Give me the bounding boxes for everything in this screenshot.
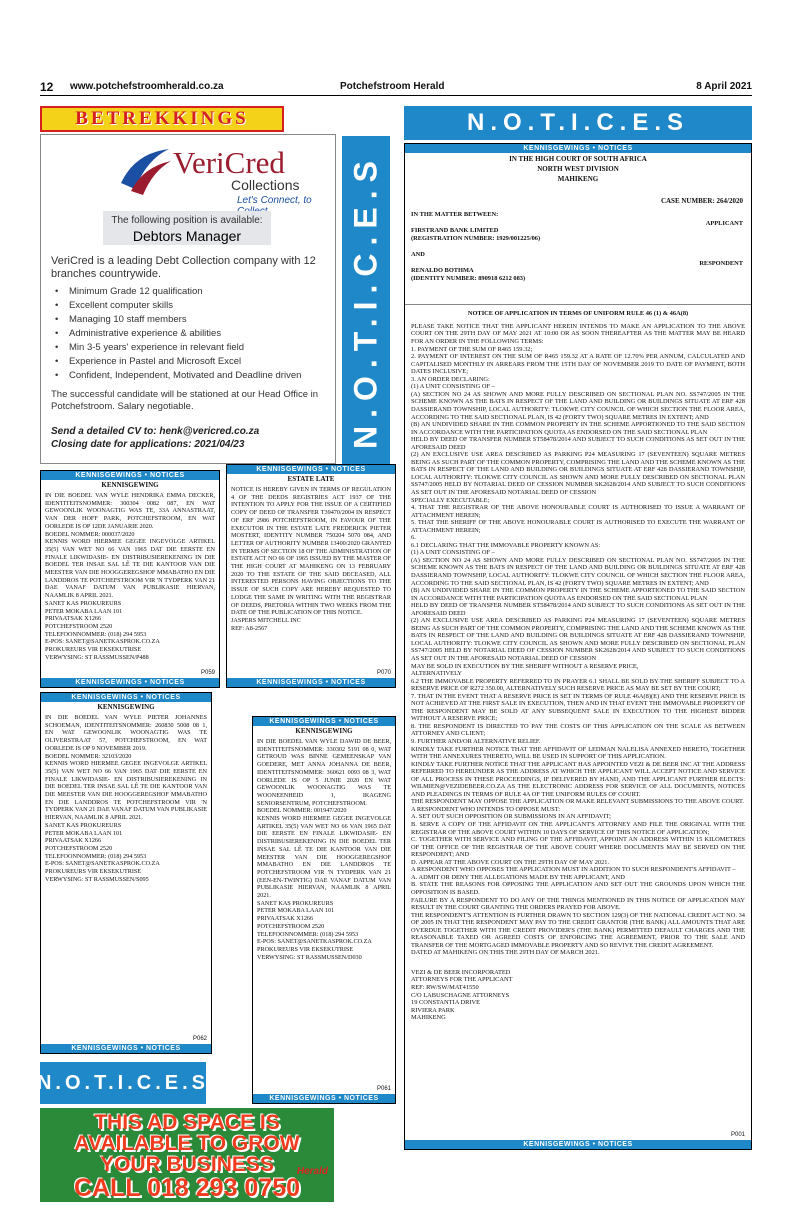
ad-line-2: AVAILABLE TO GROW [74, 1132, 300, 1155]
court-division: NORTH WEST DIVISION [537, 165, 619, 173]
applicant-block [405, 220, 751, 250]
court-name: IN THE HIGH COURT OF SOUTH AFRICA [509, 155, 647, 163]
betrekkings-banner: BETREKKINGS [40, 106, 284, 132]
vericred-job-ad [40, 134, 336, 464]
respondent-role: RESPONDENT [699, 259, 743, 267]
position-intro: The following position is available: [111, 215, 263, 226]
notice-strip: KENNISGEWINGS • NOTICES [227, 678, 395, 687]
notice-ref: P070 [376, 670, 391, 676]
notice-body: IN DIE BOEDEL VAN WYLE HENDRIKA EMMA DECKER, IDENTITEITSNOMMER: 300304 0082 087, EN WAT GEWOONLIK WOONAGTIG WAS TE, 33A ANNASTRAAT, VAN DER HOFF PARK, POTCHEFSTROOM, EN WAT OORLEDE IS OP 12DE JANUARIE 2020. BOEDEL NOMMER: 000037/2020 KENNIS WORD HIERMEE GEGEE INGEVOLGE ARTIKEL 35(5) VAN WET NO 66 VAN 1965 DAT DIE EERSTE EN FINALE LIKWIDASIE- EN DISTRIBUSIEREKENING IN DIE BOEDEL TER INSAE SAL LÊ TE DIE KANTOOR VAN DIE MEESTER VAN DIE HOOGGEREGSHOF MMABATHO EN DIE LANDDROS TE POTCHEFSTROOM VIR 'N TYDPERK VAN 21 DAE VANAF DATUM VAN PUBLIKASIE HIERVAN, NAAMLIK 8 APRIL 2021. SANET KAS PROKUREURS PETER MOKABA LAAN 101 PRIVAATSAK X1266 POTCHEFSTROOM 2520 TELEFOONNOMMER: (018) 294 5953 E-POS: SANET@SANETKASPROK.CO.ZA PROKUREURS VIR EKSEKUTRISE VERWYSING: ST RASSMUSSEN/P488 [45, 492, 215, 661]
list-item: • Administrative experience & abilities [55, 327, 325, 341]
notice-strip: KENNISGEWINGS • NOTICES [253, 1094, 395, 1103]
list-item: • Excellent computer skills [55, 299, 325, 313]
page-header [40, 80, 752, 96]
notice-ref: P001 [730, 1132, 745, 1138]
ad-line-3: YOUR BUSINESS [100, 1153, 274, 1176]
page-number: 12 [40, 80, 54, 94]
herald-logo: Herald [296, 1166, 328, 1177]
notice-body: IN DIE BOEDEL VAN WYLE DAWID DE BEER, IDENTITEITSNOMMER: 330302 5191 08 0, WAT GETROUD WAS BINNE GEMEENSKAP VAN GOEDERE, MET ANNA JOHANNA DE BEER, IDENTITEITSNOMMER: 360621 0093 08 3, WAT OORLEDE IS OP 5 JUNIE 2020 EN WAT GEWOONLIK WOONAGTIG WAS TE WOONEENHEID 1, IKAGENG SENIORSENTRUM, POTCHEFSTROOM. BOEDEL NOMMER: 001947/2020 KENNIS WORD HIERMEE GEGEE INGEVOLGE ARTIKEL 35(5) VAN WET NO 66 VAN 1965 DAT DIE EERSTE EN FINALE LIKWIDASIE- EN DISTRIBUSIEREKENING IN DIE BOEDEL TER INSAE SAL LÊ TE DIE KANTOOR VAN DIE MEESTER VAN DIE HOOGGEREGSHOF MMABATHO EN DIE LANDDROS TE POTCHEFSTROOM VIR 'N TYDPERK VAN 21 (EEN-EN-TWINTIG) DAE VANAF DATUM VAN PUBLIKASIE HIERVAN, NAAMLIK 8 APRIL 2021. SANET KAS PROKUREURS PETER MOKABA LAAN 101 PRIVAATSAK X1266 POTCHEFSTROOM 2520 TELEFOONNOMMER: (018) 294 5953 E-POS: SANET@SANETKASPROK.CO.ZA PROKUREURS VIR EKSEKUTRISE VERWYSING: ST RASSMUSSEN/D030 [257, 738, 391, 961]
notice-body: NOTICE IS HEREBY GIVEN IN TERMS OF REGULATION 4 OF THE DEEDS REGISTRIES ACT 1937 OF THE INTENTION TO APPLY FOR THE ISSUE OF A CERTIFIED COPY OF DEED OF TRANSFER T39470/2004 IN RESPECT OF ERF 2986 POTCHEFSTROOM, IN FAVOUR OF THE EXECUTOR IN THE ESTATE LATE FREDERICK PIETER MOSTERT, IDENTITY NUMBER 750204 5070 084, AND LETTER OF AUTHORITY NUMBER 13400/2020 GRANTED IN TERMS OF SECTION 18 OF THE ADMINISTRATION OF ESTATE ACT NO 66 OF 1965 ISSUED BY THE MASTER OF THE HIGH COURT AT MAHIKENG ON 13 FEBRUARY 2020 TO THE ESTATE OF THE SAID DECEASED, ALL INTERESTED PERSONS HAVING OBJECTIONS TO THE ISSUE OF SUCH COPY ARE HEREBY REQUESTED TO LODGE THE SAME IN WRITING WITH THE REGISTRAR OF DEEDS, PRETORIA WITHIN TWO WEEKS FROM THE DATE OF THE PUBLICATION OF THIS NOTICE. JASPERS MITCHELL INC REF: A8-2567 [231, 486, 391, 632]
court-place: MAHIKENG [557, 175, 599, 183]
notice-strip: KENNISGEWINGS • NOTICES [41, 1044, 211, 1053]
ad-space-banner[interactable] [40, 1108, 334, 1202]
send-cv-line[interactable]: Send a detailed CV to: henk@vericred.co.za [51, 426, 260, 437]
notice-title: KENNISGEWING [97, 703, 155, 711]
notice-heading: NOTICE OF APPLICATION IN TERMS OF UNIFORM RULE 46 (1) & 46A(8) [405, 304, 751, 317]
court-notice [404, 143, 752, 1150]
matter-between: IN THE MATTER BETWEEN: [411, 211, 499, 218]
vericred-name: VeriCred [173, 145, 285, 180]
case-number: CASE NUMBER: 264/2020 [660, 197, 743, 205]
closing-date: Closing date for applications: 2021/04/23 [51, 439, 245, 450]
vericred-swoosh-icon [113, 143, 175, 201]
vericred-logo [113, 143, 323, 206]
notice-ref: P059 [200, 670, 215, 676]
vericred-collections: Collections [231, 177, 300, 193]
list-item: • Minimum Grade 12 qualification [55, 285, 325, 299]
and-label: AND [411, 250, 425, 258]
notice-strip: KENNISGEWINGS • NOTICES [41, 678, 219, 687]
list-item: • Managing 10 staff members [55, 313, 325, 327]
requirements-list [55, 285, 325, 383]
applicant-role: APPLICANT [705, 219, 743, 227]
notice-strip: KENNISGEWINGS • NOTICES [405, 144, 751, 153]
notices-vertical-label: N.O.T.I.C.E.S [347, 152, 384, 450]
position-title: Debtors Manager [132, 228, 242, 244]
respondent-block [405, 260, 751, 290]
notice-body: IN DIE BOEDEL VAN WYLE PIETER JOHANNES SCHOEMAN, IDENTITEITSNOMMER: 260830 5008 08 1, EN WAT GEWOONLIK WOONAGTIG WAS TE OLIVERSTRAAT 57, POTCHEFSTROOM, EN WAT OORLEDE IS OP 9 NOVEMBER 2019. BOEDEL NOMMER: 32103/2020 KENNIS WORD HIERMEE GEGEE INGEVOLGE ARTIKEL 35(5) VAN WET NO 66 VAN 1965 DAT DIE EERSTE EN FINALE LIKWIDASIE- EN DISTRIBUSIEREKENING IN DIE BOEDEL TER INSAE SAL LÊ TE DIE KANTOOR VAN DIE MEESTER VAN DIE HOOGGEREGSHOF MMABATHO EN DIE LANDDROS TE POTCHEFSTROOM VIR 'N TYDPERK VAN 21 DAE VANAF DATUM VAN PUBLIKASIE HIERVAN, NAAMLIK 8 APRIL 2021. SANET KAS PROKUREURS PETER MOKABA LAAN 101 PRIVAATSAK X1266 POTCHEFSTROOM 2520 TELEFOONNOMMER: (018) 294 5953 E-POS: SANET@SANETKASPROK.CO.ZA PROKUREURS VIR EKSEKUTRISE VERWYSING: ST RASSMUSSEN/S095 [45, 714, 207, 883]
notice-decker [40, 470, 220, 688]
ad-phone[interactable]: CALL 018 293 0750 [73, 1174, 301, 1202]
notices-banner-top: N.O.T.I.C.E.S [404, 106, 752, 140]
website-link[interactable]: www.potchefstroomherald.co.za [70, 81, 224, 92]
notice-strip: KENNISGEWINGS • NOTICES [41, 693, 211, 702]
notice-strip: KENNISGEWINGS • NOTICES [227, 465, 395, 474]
list-item: • Experience in Pastel and Microsoft Excel [55, 355, 325, 369]
notices-banner-vertical [342, 136, 390, 466]
notice-de-beer [252, 716, 396, 1104]
ad-line-1: THIS AD SPACE IS [94, 1111, 280, 1134]
issue-date: 8 April 2021 [696, 81, 752, 92]
notice-ref: P061 [376, 1086, 391, 1092]
notice-strip: KENNISGEWINGS • NOTICES [41, 471, 219, 480]
notice-title: ESTATE LATE [287, 475, 335, 483]
company-intro: VeriCred is a leading Debt Collection company with 12 branches countrywide. [51, 255, 316, 280]
position-box [103, 211, 271, 245]
list-item: • Min 3-5 years' experience in relevant field [55, 341, 325, 355]
notice-mostert [226, 464, 396, 688]
notice-schoeman [40, 692, 212, 1054]
notice-body: PLEASE TAKE NOTICE THAT THE APPLICANT HEREIN INTENDS TO MAKE AN APPLICATION TO THE ABOVE COURT ON THE 29TH DAY OF MAY 2021 AT 10:00 OR AS SOON THEREAFTER AS THE MATTER MAY BE HEARD FOR AN ORDER IN THE FOLLOWING TERMS: 1. PAYMENT OF THE SUM OF R465 159.32; 2. PAYMENT OF INTEREST ON THE SUM OF R465 159.32 AT A RATE OF 12.70% PER ANNUM, CALCULATED AND CAPITALISED MONTHLY IN ARREARS FROM THE 15TH DAY OF NOVEMBER 2019 TO DATE OF PAYMENT, BOTH DATES INCLUSIVE; 3. AN ORDER DECLARING: (1) A UNIT CONSISTING OF – (A) SECTION NO 24 AS SHOWN AND MORE FULLY DESCRIBED ON SECTIONAL PLAN NO. SS747/2005 IN THE SCHEME KNOWN AS THE BATS IN RESPECT OF THE LAND AND BUILDING OR BUILDINGS SITUATE AT ERF 428 DASSIERAND TOWNSHIP, LOCAL AUTHORITY: TLOKWE CITY COUNCIL OF WHICH SECTION THE FLOOR AREA, ACCORDING TO THE SAID SECTIONAL PLAN, IS 42 (FORTY TWO) SQUARE METRES IN EXTENT; AND (B) AN UNDIVIDED SHARE IN THE COMMON PROPERTY IN THE SCHEME APPORTIONED TO THE SAID SECTION IN ACCORDANCE WITH THE PARTICIPATION QUOTA AS ENDORSED ON THE SAID SECTIONAL PLAN HELD BY DEED OF TRANSFER NUMBER ST58478/2014 AND SUBJECT TO SUCH CONDITIONS AS SET OUT IN THE AFORESAID DEED (2) AN EXCLUSIVE USE AREA DESCRIBED AS PARKING P24 MEASURING 17 (SEVENTEEN) SQUARE METRES BEING AS SUCH PART OF THE COMMON PROPERTY, COMPRISING THE LAND AND THE SCHEME KNOWN AS THE BATS IN RESPECT OF THE LAND AND BUILDING OR BUILDINGS SITUATE AT ERF 428 DASSIERAND TOWNSHIP, LOCAL AUTHORITY: TLOKWE CITY COUNCIL AS SHOWN AND MORE FULLY DESCRIBED ON SECTIONAL PLAN SS747/2005 HELD BY NOTARIAL DEED OF CESSION NUMBER SK2628/2014 AND SUBJECT TO SUCH CONDITIONS AS SET OUT IN THE AFORESAID NOTARIAL DEED OF CESSION SPECIALLY EXECUTABLE; 4. THAT THE REGISTRAR OF THE ABOVE HONOURABLE COURT IS AUTHORISED TO ISSUE A WARRANT OF ATTACHMENT HEREIN; 5. THAT THE SHERIFF OF THE ABOVE HONOURABLE COURT IS AUTHORISED TO EXECUTE THE WARRANT OF ATTACHMENT HEREIN; 6. 6.1 DECLARING THAT THE IMMOVABLE PROPERTY KNOWN AS: (1) A UNIT CONSISTING OF – (A) SECTION NO 24 AS SHOWN AND MORE FULLY DESCRIBED ON SECTIONAL PLAN NO. SS747/2005 IN THE SCHEME KNOWN AS THE BATS IN RESPECT OF THE LAND AND BUILDING OR BUILDINGS SITUATE AT ERF 428 DASSIERAND TOWNSHIP, LOCAL AUTHORITY: TLOKWE CITY COUNCIL OF WHICH SECTION THE FLOOR AREA, ACCORDING TO THE SAID SECTIONAL PLAN, IS 42 (FORTY TWO) SQUARE METRES IN EXTENT; AND (B) AN UNDIVIDED SHARE IN THE COMMON PROPERTY IN THE SCHEME APPORTIONED TO THE SAID SECTION IN ACCORDANCE WITH THE PARTICIPATION QUOTA AS ENDORSED ON THE SAID SECTIONAL PLAN HELD BY DEED OF TRANSFER NUMBER ST58478/2014 AND SUBJECT TO SUCH CONDITIONS AS SET OUT IN THE AFORESAID DEED (2) AN EXCLUSIVE USE AREA DESCRIBED AS PARKING P24 MEASURING 17 (SEVENTEEN) SQUARE METRES BEING AS SUCH PART OF THE COMMON PROPERTY, COMPRISING THE LAND AND THE SCHEME KNOWN AS THE BATS IN RESPECT OF THE LAND AND BUILDING OR BUILDINGS SITUATE AT ERF 428 DASSIERAND TOWNSHIP, LOCAL AUTHORITY: TLOKWE CITY COUNCIL AS SHOWN AND MORE FULLY DESCRIBED ON SECTIONAL PLAN SS747/2005 HELD BY NOTARIAL DEED OF CESSION NUMBER SK2628/2014 AND SUBJECT TO SUCH CONDITIONS AS SET OUT IN THE AFORESAID NOTARIAL DEED OF CESSION MAY BE SOLD IN EXECUTION BY THE SHERIFF WITHOUT A RESERVE PRICE, ALTERNATIVELY 6.2 THE IMMOVABLE PROPERTY REFERRED TO IN PRAYER 6.1 SHALL BE SOLD BY THE SHERIFF SUBJECT TO A RESERVE PRICE OF R272 350.00, ALTERNATIVELY SUCH RESERVE PRICE AS MAY BE SET BY THE COURT; 7. THAT IN THE EVENT THAT A RESERVE PRICE IS SET IN TERMS OF RULE 46A(8)(E) AND THE RESERVE PRICE IS NOT ACHIEVED AT THE FIRST SALE IN EXECUTION, THEN AND IN THAT EVENT THE IMMOVABLE PROPERTY OF THE RESPONDENT MAY BE SOLD AT ANY SUBSEQUENT SALE IN EXECUTION TO THE HIGHEST BIDDER WITHOUT A RESERVE PRICE; 8. THE RESPONDENT IS DIRECTED TO PAY THE COSTS OF THIS APPLICATION ON THE SCALE AS BETWEEN ATTORNEY AND CLIENT; 9. FURTHER AND/OR ALTERNATIVE RELIEF. KINDLY TAKE FURTHER NOTICE THAT THE AFFIDAVIT OF LEDMAN NALELISA ANNEXED HERETO, TOGETHER WITH THE ANNEXURES THERETO, WILL BE USED IN SUPPORT OF THIS APPLICATION. KINDLY TAKE FURTHER NOTICE THAT THE APPLICANT HAS APPOINTED VEZI & DE BEER INC AT THE ADDRESS REFERRED TO HEREUNDER AS THE ADDRESS AT WHICH THE APPLICANT WILL ACCEPT NOTICE AND SERVICE OF ALL PROCESS IN THESE PROCEEDINGS, IF DELIVERED BY HAND, AND THE APPLICANT FURTHER ELECTS: WILMIEN@VEZIDEBEER.CO.ZA AS THE ELECTRONIC ADDRESS FOR SERVICE OF ALL DOCUMENTS, NOTICES AND PLEADINGS IN TERMS OF RULE 4A OF THE UNIFORM RULES OF COURT. THE RESPONDENT MAY OPPOSE THE APPLICATION OR MAKE RELEVANT SUBMISSIONS TO THE ABOVE COURT. A RESPONDENT WHO INTENDS TO OPPOSE MUST: A. SET OUT SUCH OPPOSITION OR SUBMISSIONS IN AN AFFIDAVIT; B. SERVE A COPY OF THE AFFIDAVIT ON THE APPLICANT'S ATTORNEY AND FILE THE ORIGINAL WITH THE REGISTRAR OF THE ABOVE COURT WITHIN 10 DAYS OF SERVICE OF THIS NOTICE OF APPLICATION; C. TOGETHER WITH SERVICE AND FILING OF THE AFFIDAVIT, APPOINT AN ADDRESS WITHIN 15 KILOMETRES OF THE OFFICE OF THE REGISTRAR OF THE ABOVE COURT WHERE DOCUMENTS MAY BE SERVED ON THE RESPONDENT; AND D. APPEAR AT THE ABOVE COURT ON THE 29TH DAY OF MAY 2021. A RESPONDENT WHO OPPOSES THE APPLICATION MUST IN ADDITION TO SUCH RESPONDENT'S AFFIDAVIT – A. ADMIT OR DENY THE ALLEGATIONS MADE BY THE APPLICANT, AND B. STATE THE REASONS FOR OPPOSING THE APPLICATION AND SET OUT THE GROUNDS UPON WHICH THE OPPOSITION IS BASED. FAILURE BY A RESPONDENT TO DO ANY OF THE THINGS MENTIONED IN THIS NOTICE OF APPLICATION MAY RESULT IN THE COURT GRANTING THE ORDERS PRAYED FOR ABOVE. THE RESPONDENT'S ATTENTION IS FURTHER DRAWN TO SECTION 129(3) OF THE NATIONAL CREDIT ACT NO. 34 OF 2005 IN THAT THE RESPONDENT MAY PAY TO THE CREDIT GRANTOR (THE BANK) ALL AMOUNTS THAT ARE OVERDUE TOGETHER WITH THE CREDIT PROVIDER'S (THE BANK) PERMITTED DEFAULT CHARGES AND THE REASONABLE TAXED OR AGREED COSTS OF ENFORCING THE AGREEMENT, PRIOR TO THE SALE AND TRANSFER OF THE MORTGAGED IMMOVABLE PROPERTY AND SO REVIVE THE CREDIT AGREEMENT. DATED AT MAHIKENG ON THIS THE 29TH DAY OF MARCH 2021. [411, 322, 746, 957]
notice-title: KENNISGEWING [295, 727, 353, 735]
list-item: • Confident, Independent, Motivated and Deadline driven [55, 369, 325, 383]
respondent-name: RENALDO BOTHMA (IDENTITY NUMBER: 890918 6212 083) [411, 267, 526, 282]
publication-name: Potchefstroom Herald [340, 81, 445, 92]
notices-banner-mid: N.O.T.I.C.E.S [40, 1062, 206, 1104]
notice-strip: KENNISGEWINGS • NOTICES [405, 1140, 751, 1149]
attorney-signature: VEZI & DE BEER INCORPORATED ATTORNEYS FOR THE APPLICANT REF: RW/SW/MAT41550 C/O LABUSCHAGNE ATTORNEYS 19 CONSTANTIA DRIVE RIVIERA PARK MAHIKENG [411, 968, 513, 1022]
notice-title: KENNISGEWING [101, 481, 159, 489]
notice-strip: KENNISGEWINGS • NOTICES [253, 717, 395, 726]
vericred-tagline: Let's Connect, to [237, 195, 312, 206]
applicant-name: FIRSTRAND BANK LIMITED (REGISTRATION NUMBER: 1929/001225/06) [411, 227, 541, 242]
candidate-note: The successful candidate will be stationed at our Head Office in Potchefstroom. Salary negotiable. [51, 389, 319, 412]
apply-info [51, 425, 327, 451]
notice-ref: P062 [192, 1036, 207, 1042]
